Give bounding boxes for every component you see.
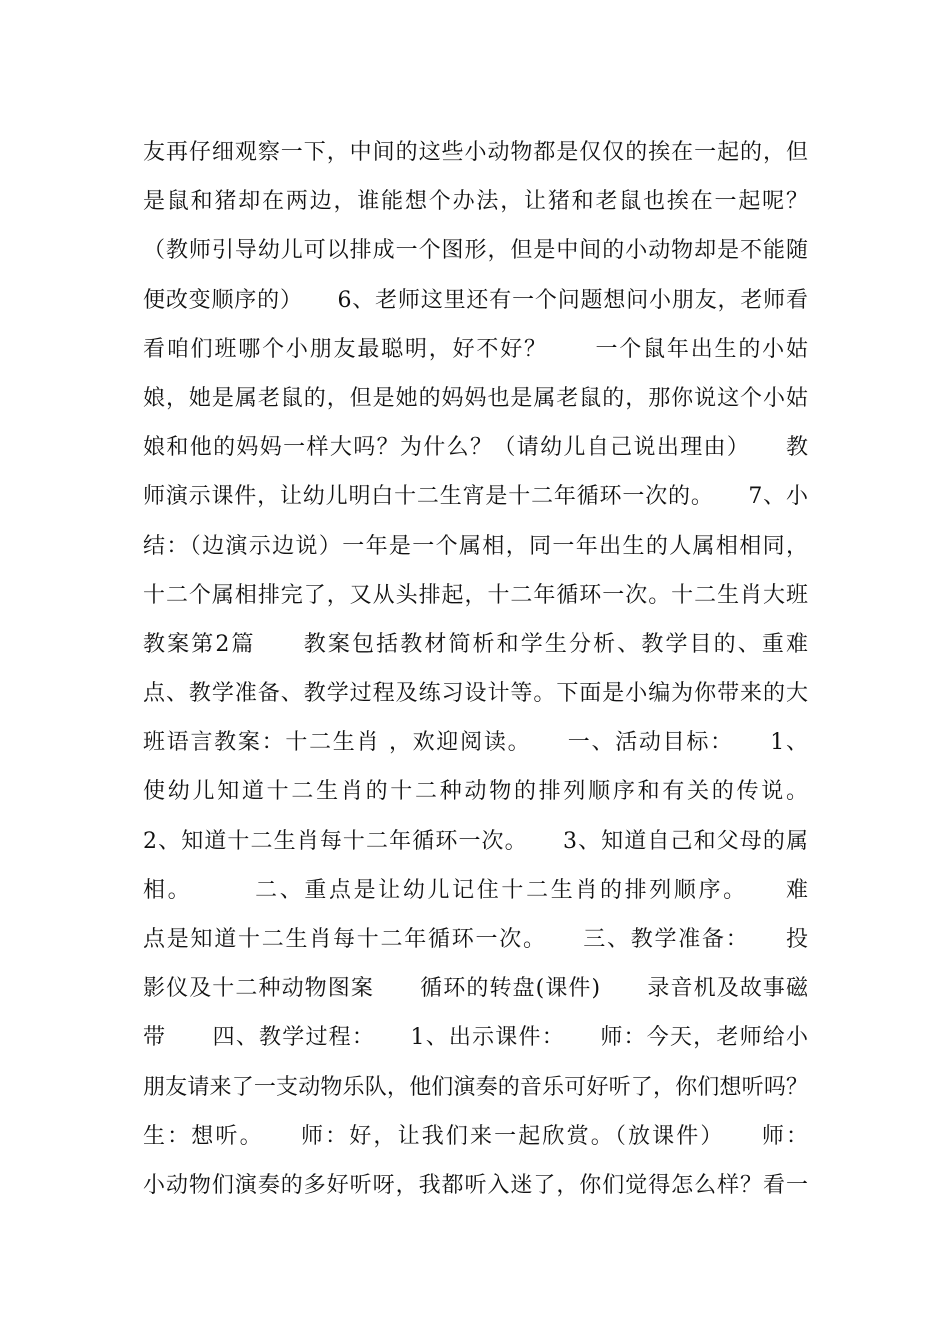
text-line: 点、教学准备、教学过程及练习设计等。下面是小编为你带来的大: [143, 681, 808, 707]
text-line: 生：想听。 师：好，让我们来一起欣赏。（放课件） 师：: [143, 1123, 808, 1149]
text-line: 朋友请来了一支动物乐队，他们演奏的音乐可好听了，你们想听吗？: [143, 1074, 808, 1100]
text-line: 使幼儿知道十二生肖的十二种动物的排列顺序和有关的传说。: [143, 779, 808, 805]
text-line: （教师引导幼儿可以排成一个图形，但是中间的小动物却是不能随: [143, 238, 808, 264]
text-line: 是鼠和猪却在两边，谁能想个办法，让猪和老鼠也挨在一起呢？: [143, 189, 808, 215]
text-line: 2、知道十二生肖每十二年循环一次。 3、知道自己和父母的属: [143, 828, 808, 854]
text-line: 相。 二、重点是让幼儿记住十二生肖的排列顺序。 难: [143, 877, 808, 903]
text-line: 小动物们演奏的多好听呀，我都听入迷了，你们觉得怎么样？看一: [143, 1172, 808, 1198]
text-line: 教案第2篇 教案包括教材简析和学生分析、教学目的、重难: [143, 631, 808, 657]
text-line: 十二个属相排完了，又从头排起，十二年循环一次。十二生肖大班: [143, 582, 808, 608]
text-line: 看咱们班哪个小朋友最聪明，好不好？ 一个鼠年出生的小姑: [143, 336, 808, 362]
text-line: 班语言教案：十二生肖 ，欢迎阅读。 一、活动目标： 1、: [143, 730, 808, 756]
text-line: 便改变顺序的） 6、老师这里还有一个问题想问小朋友，老师看: [143, 287, 808, 313]
text-line: 影仪及十二种动物图案 循环的转盘(课件) 录音机及故事磁: [143, 976, 808, 1002]
text-line: 娘，她是属老鼠的，但是她的妈妈也是属老鼠的，那你说这个小姑: [143, 385, 808, 411]
text-line: 友再仔细观察一下，中间的这些小动物都是仅仅的挨在一起的，但: [143, 140, 808, 165]
document-body-text: [143, 128, 808, 1210]
text-line: 结：（边演示边说）一年是一个属相，同一年出生的人属相相同，: [143, 533, 808, 559]
text-line: 娘和他的妈妈一样大吗？为什么？（请幼儿自己说出理由） 教: [143, 435, 808, 461]
text-line: 带 四、教学过程： 1、出示课件： 师：今天，老师给小: [143, 1025, 808, 1051]
text-line: 点是知道十二生肖每十二年循环一次。 三、教学准备： 投: [143, 927, 808, 952]
text-line: 师演示课件，让幼儿明白十二生宵是十二年循环一次的。 7、小: [143, 484, 808, 510]
